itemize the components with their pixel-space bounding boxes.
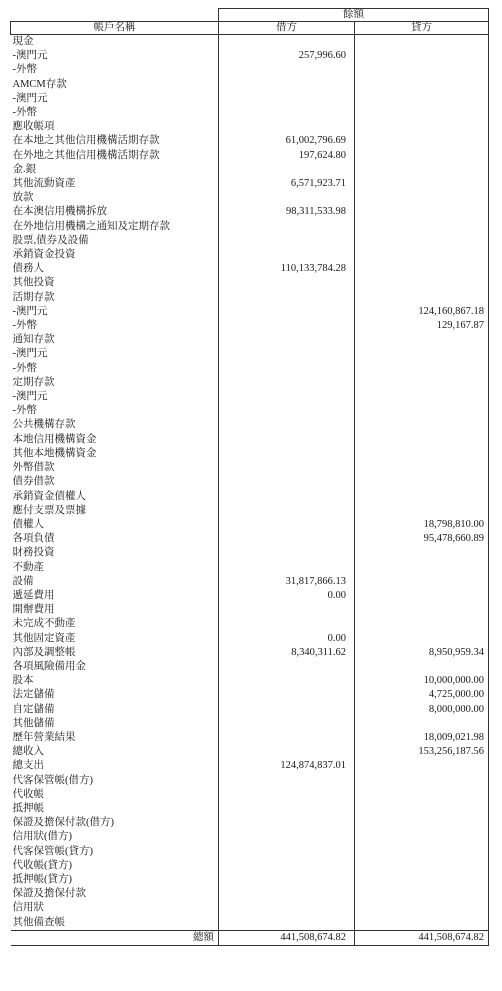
table-row xyxy=(11,731,489,745)
debit-cell xyxy=(219,688,355,702)
table-row xyxy=(11,532,489,546)
credit-cell xyxy=(355,603,489,617)
credit-cell xyxy=(355,660,489,674)
table-row xyxy=(11,433,489,447)
account-name-cell: 本地信用機構資金 xyxy=(11,433,219,447)
table-row xyxy=(11,120,489,134)
table-row xyxy=(11,333,489,347)
table-row xyxy=(11,475,489,489)
debit-cell xyxy=(219,916,355,931)
account-name-cell: 其他備查帳 xyxy=(11,916,219,931)
table-row xyxy=(11,447,489,461)
debit-cell xyxy=(219,802,355,816)
debit-cell xyxy=(219,660,355,674)
account-name-cell: -澳門元 xyxy=(11,347,219,361)
debit-cell: 6,571,923.71 xyxy=(219,177,355,191)
account-name-cell: AMCM存款 xyxy=(11,78,219,92)
account-name-cell: 股本 xyxy=(11,674,219,688)
account-name-cell: 公共機構存款 xyxy=(11,418,219,432)
account-name-cell: -外幣 xyxy=(11,319,219,333)
credit-cell: 18,798,810.00 xyxy=(355,518,489,532)
account-name-cell: 承銷資金投資 xyxy=(11,248,219,262)
table-row xyxy=(11,461,489,475)
credit-cell xyxy=(355,447,489,461)
debit-cell xyxy=(219,376,355,390)
credit-cell xyxy=(355,120,489,134)
account-rows xyxy=(11,35,489,931)
debit-cell: 110,133,784.28 xyxy=(219,262,355,276)
account-name-cell: 其他固定資產 xyxy=(11,632,219,646)
account-name-cell: 債權人 xyxy=(11,518,219,532)
credit-cell xyxy=(355,362,489,376)
table-row xyxy=(11,205,489,219)
credit-cell: 129,167.87 xyxy=(355,319,489,333)
debit-cell xyxy=(219,276,355,290)
table-row xyxy=(11,887,489,901)
debit-cell xyxy=(219,305,355,319)
credit-cell xyxy=(355,490,489,504)
credit-cell xyxy=(355,433,489,447)
debit-cell: 197,624.80 xyxy=(219,149,355,163)
account-name-cell: 承銷資金債權人 xyxy=(11,490,219,504)
credit-cell xyxy=(355,461,489,475)
credit-cell: 10,000,000.00 xyxy=(355,674,489,688)
account-name-cell: 各項風險備用金 xyxy=(11,660,219,674)
credit-cell: 8,000,000.00 xyxy=(355,703,489,717)
table-row xyxy=(11,78,489,92)
debit-cell xyxy=(219,191,355,205)
credit-cell xyxy=(355,546,489,560)
table-row xyxy=(11,248,489,262)
credit-cell xyxy=(355,220,489,234)
debit-cell xyxy=(219,901,355,915)
table-row xyxy=(11,63,489,77)
debit-cell xyxy=(219,106,355,120)
debit-cell xyxy=(219,63,355,77)
debit-cell xyxy=(219,433,355,447)
account-name-cell: 法定儲備 xyxy=(11,688,219,702)
account-name-cell: 其他流動資產 xyxy=(11,177,219,191)
credit-cell: 18,009,021.98 xyxy=(355,731,489,745)
account-name-cell: 信用狀 xyxy=(11,901,219,915)
table-row xyxy=(11,404,489,418)
table-row xyxy=(11,291,489,305)
table-row xyxy=(11,617,489,631)
credit-cell xyxy=(355,333,489,347)
account-name-cell: 活期存款 xyxy=(11,291,219,305)
table-row xyxy=(11,845,489,859)
debit-cell xyxy=(219,333,355,347)
credit-cell xyxy=(355,774,489,788)
account-name-cell: 抵押帳 xyxy=(11,802,219,816)
debit-cell: 0.00 xyxy=(219,589,355,603)
debit-cell xyxy=(219,362,355,376)
table-row xyxy=(11,901,489,915)
table-row xyxy=(11,816,489,830)
credit-cell xyxy=(355,106,489,120)
table-row xyxy=(11,220,489,234)
debit-cell xyxy=(219,120,355,134)
debit-cell xyxy=(219,788,355,802)
table-row xyxy=(11,688,489,702)
credit-cell xyxy=(355,759,489,773)
credit-cell xyxy=(355,788,489,802)
credit-cell: 8,950,959.34 xyxy=(355,646,489,660)
credit-cell xyxy=(355,163,489,177)
account-name-cell: 在外地信用機構之通知及定期存款 xyxy=(11,220,219,234)
table-row xyxy=(11,319,489,333)
credit-cell: 124,160,867.18 xyxy=(355,305,489,319)
credit-cell xyxy=(355,177,489,191)
total-label: 總額 xyxy=(11,930,219,945)
table-row xyxy=(11,575,489,589)
credit-cell xyxy=(355,205,489,219)
credit-cell xyxy=(355,859,489,873)
account-name-cell: 遞延費用 xyxy=(11,589,219,603)
account-name-cell: 抵押帳(貸方) xyxy=(11,873,219,887)
debit-cell xyxy=(219,390,355,404)
account-name-cell: 代客保管帳(借方) xyxy=(11,774,219,788)
debit-cell xyxy=(219,731,355,745)
total-debit: 441,508,674.82 xyxy=(219,930,355,945)
debit-cell xyxy=(219,532,355,546)
credit-cell xyxy=(355,802,489,816)
account-name-cell: -澳門元 xyxy=(11,49,219,63)
table-row xyxy=(11,106,489,120)
debit-cell xyxy=(219,490,355,504)
table-row xyxy=(11,376,489,390)
debit-cell xyxy=(219,234,355,248)
header-row-bottom xyxy=(11,22,489,35)
table-row xyxy=(11,504,489,518)
table-row xyxy=(11,703,489,717)
credit-cell: 153,256,187.56 xyxy=(355,745,489,759)
credit-cell xyxy=(355,404,489,418)
account-name-cell: 定期存款 xyxy=(11,376,219,390)
credit-cell: 95,478,660.89 xyxy=(355,532,489,546)
account-name-cell: 保證及擔保付款(借方) xyxy=(11,816,219,830)
credit-cell xyxy=(355,63,489,77)
table-row xyxy=(11,149,489,163)
credit-cell xyxy=(355,632,489,646)
table-row xyxy=(11,546,489,560)
account-name-cell: 通知存款 xyxy=(11,333,219,347)
credit-cell xyxy=(355,617,489,631)
table-row xyxy=(11,561,489,575)
credit-cell xyxy=(355,504,489,518)
table-row xyxy=(11,859,489,873)
debit-cell xyxy=(219,447,355,461)
table-row xyxy=(11,788,489,802)
debit-cell xyxy=(219,859,355,873)
balance-header: 餘額 xyxy=(219,9,489,22)
debit-cell xyxy=(219,163,355,177)
credit-cell xyxy=(355,873,489,887)
account-name-cell: 財務投資 xyxy=(11,546,219,560)
account-name-cell: 金.銀 xyxy=(11,163,219,177)
credit-cell xyxy=(355,589,489,603)
credit-cell xyxy=(355,418,489,432)
debit-cell xyxy=(219,887,355,901)
debit-cell: 0.00 xyxy=(219,632,355,646)
credit-cell xyxy=(355,717,489,731)
debit-cell xyxy=(219,248,355,262)
account-name-cell: 總支出 xyxy=(11,759,219,773)
debit-cell xyxy=(219,347,355,361)
account-name-cell: 其他本地機構資金 xyxy=(11,447,219,461)
debit-cell xyxy=(219,617,355,631)
credit-cell xyxy=(355,475,489,489)
account-name-cell: 在外地之其他信用機構活期存款 xyxy=(11,149,219,163)
debit-cell xyxy=(219,518,355,532)
account-name-header: 帳戶名稱 xyxy=(11,22,219,35)
debit-cell xyxy=(219,845,355,859)
account-name-cell: 放款 xyxy=(11,191,219,205)
table-row xyxy=(11,234,489,248)
credit-cell xyxy=(355,376,489,390)
credit-cell xyxy=(355,276,489,290)
table-row xyxy=(11,262,489,276)
credit-cell: 4,725,000.00 xyxy=(355,688,489,702)
table-row xyxy=(11,177,489,191)
credit-cell xyxy=(355,78,489,92)
credit-cell xyxy=(355,887,489,901)
table-row xyxy=(11,589,489,603)
account-name-cell: -外幣 xyxy=(11,404,219,418)
table-row xyxy=(11,35,489,50)
credit-cell xyxy=(355,830,489,844)
account-name-cell: 應付支票及票據 xyxy=(11,504,219,518)
debit-cell xyxy=(219,404,355,418)
debit-cell xyxy=(219,92,355,106)
debit-cell xyxy=(219,418,355,432)
account-name-cell: 未完成不動產 xyxy=(11,617,219,631)
table-row xyxy=(11,603,489,617)
table-row xyxy=(11,660,489,674)
credit-cell xyxy=(355,262,489,276)
account-name-cell: -澳門元 xyxy=(11,92,219,106)
table-row xyxy=(11,347,489,361)
trial-balance-sheet xyxy=(10,8,488,946)
account-name-cell: -澳門元 xyxy=(11,390,219,404)
account-name-cell: 不動產 xyxy=(11,561,219,575)
table-row xyxy=(11,490,489,504)
credit-cell xyxy=(355,234,489,248)
header-blank-cell xyxy=(11,9,219,22)
account-name-cell: 其他儲備 xyxy=(11,717,219,731)
account-name-cell: 各項負債 xyxy=(11,532,219,546)
debit-cell xyxy=(219,816,355,830)
debit-cell xyxy=(219,703,355,717)
total-row xyxy=(11,930,489,945)
table-row xyxy=(11,518,489,532)
account-name-cell: 債務人 xyxy=(11,262,219,276)
credit-cell xyxy=(355,575,489,589)
credit-cell xyxy=(355,845,489,859)
table-row xyxy=(11,92,489,106)
table-row xyxy=(11,191,489,205)
debit-cell xyxy=(219,745,355,759)
table-row xyxy=(11,163,489,177)
credit-cell xyxy=(355,901,489,915)
account-name-cell: 設備 xyxy=(11,575,219,589)
table-row xyxy=(11,390,489,404)
account-name-cell: -外幣 xyxy=(11,63,219,77)
debit-cell: 98,311,533.98 xyxy=(219,205,355,219)
account-name-cell: -外幣 xyxy=(11,106,219,120)
credit-cell xyxy=(355,49,489,63)
credit-cell xyxy=(355,134,489,148)
table-row xyxy=(11,745,489,759)
credit-cell xyxy=(355,92,489,106)
account-name-cell: 代客保管帳(貸方) xyxy=(11,845,219,859)
debit-cell xyxy=(219,774,355,788)
account-name-cell: 在本澳信用機構拆放 xyxy=(11,205,219,219)
credit-cell xyxy=(355,191,489,205)
debit-cell: 124,874,837.01 xyxy=(219,759,355,773)
credit-cell xyxy=(355,561,489,575)
debit-cell xyxy=(219,220,355,234)
table-row xyxy=(11,362,489,376)
debit-cell xyxy=(219,35,355,50)
debit-cell: 257,996.60 xyxy=(219,49,355,63)
table-row xyxy=(11,802,489,816)
credit-cell xyxy=(355,916,489,931)
total-credit: 441,508,674.82 xyxy=(355,930,489,945)
account-name-cell: -澳門元 xyxy=(11,305,219,319)
credit-cell xyxy=(355,35,489,50)
table-row xyxy=(11,305,489,319)
table-row xyxy=(11,873,489,887)
account-name-cell: 現金 xyxy=(11,35,219,50)
account-name-cell: -外幣 xyxy=(11,362,219,376)
account-name-cell: 保證及擔保付款 xyxy=(11,887,219,901)
account-name-cell: 股票,債券及設備 xyxy=(11,234,219,248)
table-row xyxy=(11,418,489,432)
account-name-cell: 在本地之其他信用機構活期存款 xyxy=(11,134,219,148)
credit-cell xyxy=(355,347,489,361)
debit-cell xyxy=(219,461,355,475)
header-row-top xyxy=(11,9,489,22)
table-row xyxy=(11,916,489,931)
debit-cell xyxy=(219,561,355,575)
table-row xyxy=(11,646,489,660)
account-name-cell: 信用狀(借方) xyxy=(11,830,219,844)
credit-cell xyxy=(355,390,489,404)
account-name-cell: 內部及調整帳 xyxy=(11,646,219,660)
table-row xyxy=(11,49,489,63)
debit-cell xyxy=(219,717,355,731)
credit-header: 貸方 xyxy=(355,22,489,35)
debit-cell xyxy=(219,603,355,617)
debit-cell: 61,002,796.69 xyxy=(219,134,355,148)
debit-cell: 8,340,311.62 xyxy=(219,646,355,660)
debit-cell: 31,817,866.13 xyxy=(219,575,355,589)
debit-cell xyxy=(219,830,355,844)
account-name-cell: 歷年營業結果 xyxy=(11,731,219,745)
account-name-cell: 其他投資 xyxy=(11,276,219,290)
table-row xyxy=(11,830,489,844)
credit-cell xyxy=(355,248,489,262)
table-row xyxy=(11,759,489,773)
account-name-cell: 代收帳(貸方) xyxy=(11,859,219,873)
table-row xyxy=(11,774,489,788)
credit-cell xyxy=(355,816,489,830)
debit-cell xyxy=(219,873,355,887)
account-name-cell: 總收入 xyxy=(11,745,219,759)
table-row xyxy=(11,632,489,646)
account-name-cell: 開辦費用 xyxy=(11,603,219,617)
table-row xyxy=(11,276,489,290)
table-row xyxy=(11,717,489,731)
account-name-cell: 自定儲備 xyxy=(11,703,219,717)
debit-cell xyxy=(219,504,355,518)
account-name-cell: 外幣借款 xyxy=(11,461,219,475)
table-row xyxy=(11,134,489,148)
account-name-cell: 債券借款 xyxy=(11,475,219,489)
credit-cell xyxy=(355,291,489,305)
debit-cell xyxy=(219,319,355,333)
debit-header: 借方 xyxy=(219,22,355,35)
table-row xyxy=(11,674,489,688)
trial-balance-table xyxy=(10,8,489,946)
account-name-cell: 代收帳 xyxy=(11,788,219,802)
debit-cell xyxy=(219,546,355,560)
debit-cell xyxy=(219,475,355,489)
account-name-cell: 應收帳項 xyxy=(11,120,219,134)
debit-cell xyxy=(219,291,355,305)
debit-cell xyxy=(219,674,355,688)
debit-cell xyxy=(219,78,355,92)
credit-cell xyxy=(355,149,489,163)
